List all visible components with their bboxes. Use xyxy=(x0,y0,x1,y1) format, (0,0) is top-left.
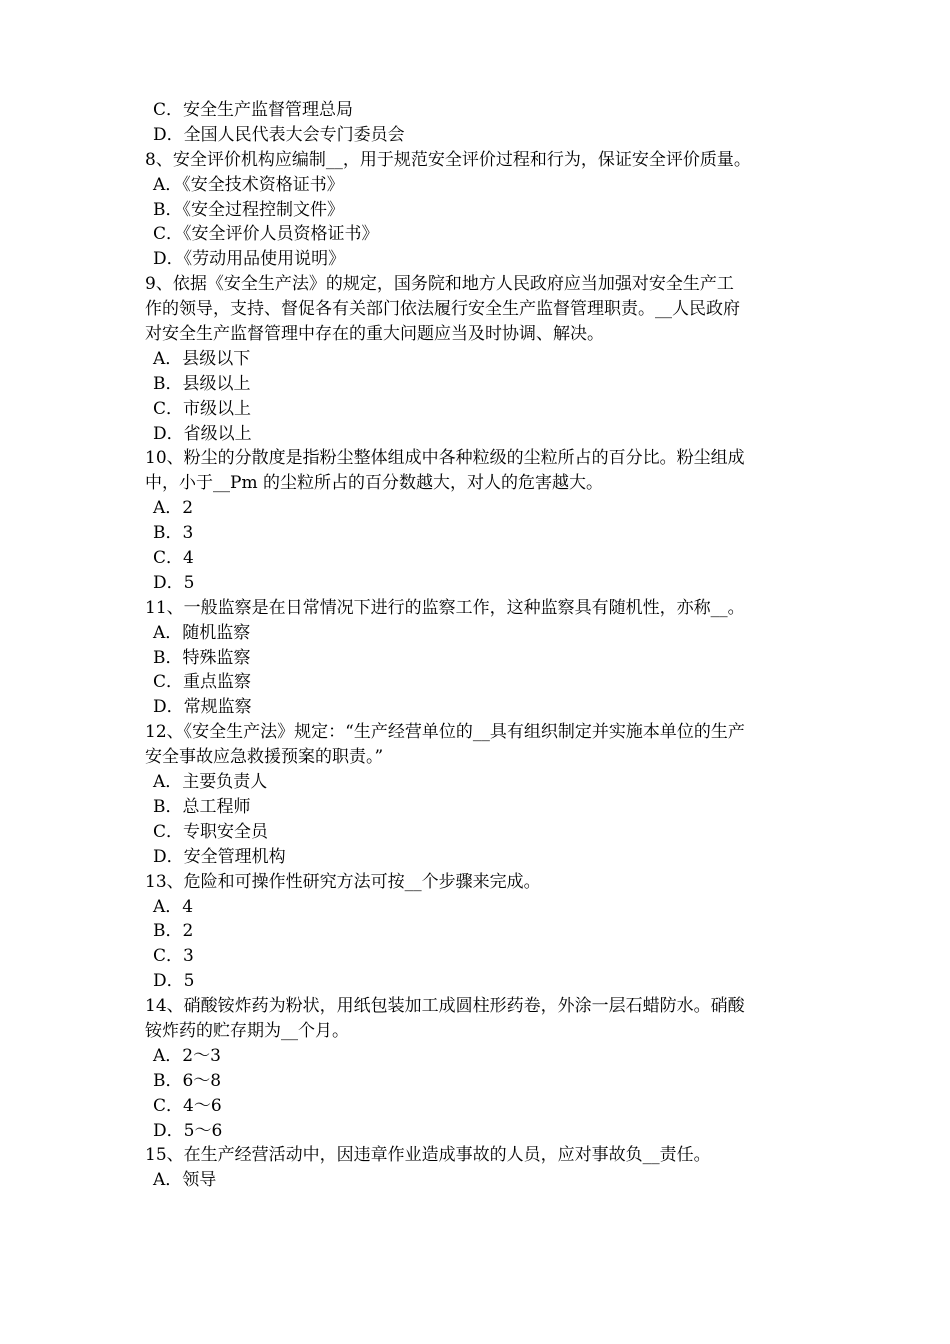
answer-option: B．总工程师 xyxy=(153,796,251,817)
answer-option: D．全国人民代表大会专门委员会 xyxy=(153,124,405,145)
answer-option: D．常规监察 xyxy=(153,697,252,718)
question-text-line: 12、《安全生产法》规定：“生产经营单位的__具有组织制定并实施本单位的生产 xyxy=(145,722,745,743)
answer-option: D．安全管理机构 xyxy=(153,846,286,867)
answer-option: C．市级以上 xyxy=(153,398,252,419)
answer-option: A．县级以下 xyxy=(153,348,251,369)
answer-option: A．2 xyxy=(153,498,194,519)
question-list xyxy=(145,98,825,1193)
answer-option: A．随机监察 xyxy=(153,622,251,643)
question-text-line: 9、依据《安全生产法》的规定，国务院和地方人民政府应当加强对安全生产工 xyxy=(145,274,734,295)
answer-option: A．主要负责人 xyxy=(153,772,268,793)
answer-option: D．省级以上 xyxy=(153,423,252,444)
answer-option: C．4～6 xyxy=(153,1095,222,1116)
answer-option: D．5～6 xyxy=(153,1120,223,1141)
question-text-line: 11、一般监察是在日常情况下进行的监察工作，这种监察具有随机性，亦称__。 xyxy=(145,597,745,618)
question-text-line: 10、粉尘的分散度是指粉尘整体组成中各种粒级的尘粒所占的百分比。粉尘组成 xyxy=(145,448,745,469)
answer-option: A．2～3 xyxy=(153,1045,221,1066)
question-text-line: 作的领导，支持、督促各有关部门依法履行安全生产监督管理职责。__人民政府 xyxy=(145,299,740,320)
answer-option: C．3 xyxy=(153,946,194,967)
answer-option: C．安全生产监督管理总局 xyxy=(153,100,354,120)
answer-option: A．4 xyxy=(153,896,194,917)
answer-option: D．《劳动用品使用说明》 xyxy=(153,249,346,270)
answer-option: A．领导 xyxy=(153,1170,217,1191)
question-text-line: 安全事故应急救援预案的职责。” xyxy=(145,747,384,768)
answer-option: C．专职安全员 xyxy=(153,821,269,842)
question-text-line: 8、安全评价机构应编制__，用于规范安全评价过程和行为，保证安全评价质量。 xyxy=(145,149,751,170)
answer-option: D．5 xyxy=(153,572,195,593)
answer-option: D．5 xyxy=(153,971,195,992)
answer-option: C．4 xyxy=(153,548,194,569)
question-text-line: 中，小于__Pm 的尘粒所占的百分数越大，对人的危害越大。 xyxy=(145,473,603,494)
answer-option: A．《安全技术资格证书》 xyxy=(153,174,344,195)
answer-option: B．特殊监察 xyxy=(153,647,251,668)
answer-option: B．县级以上 xyxy=(153,373,251,394)
answer-option: B．2 xyxy=(153,921,194,942)
answer-option: C．《安全评价人员资格证书》 xyxy=(153,224,379,245)
question-text-line: 15、在生产经营活动中，因违章作业造成事故的人员，应对事故负__责任。 xyxy=(145,1145,711,1166)
question-text-line: 对安全生产监督管理中存在的重大问题应当及时协调、解决。 xyxy=(145,324,604,345)
answer-option: B．3 xyxy=(153,523,194,544)
answer-option: B．《安全过程控制文件》 xyxy=(153,199,344,220)
question-text-line: 13、危险和可操作性研究方法可按__个步骤来完成。 xyxy=(145,871,541,892)
question-text-line: 14、硝酸铵炸药为粉状，用纸包装加工成圆柱形药卷，外涂一层石蜡防水。硝酸 xyxy=(145,996,745,1017)
answer-option: B．6～8 xyxy=(153,1070,222,1091)
answer-option: C．重点监察 xyxy=(153,672,252,693)
question-text-line: 铵炸药的贮存期为__个月。 xyxy=(145,1020,349,1041)
